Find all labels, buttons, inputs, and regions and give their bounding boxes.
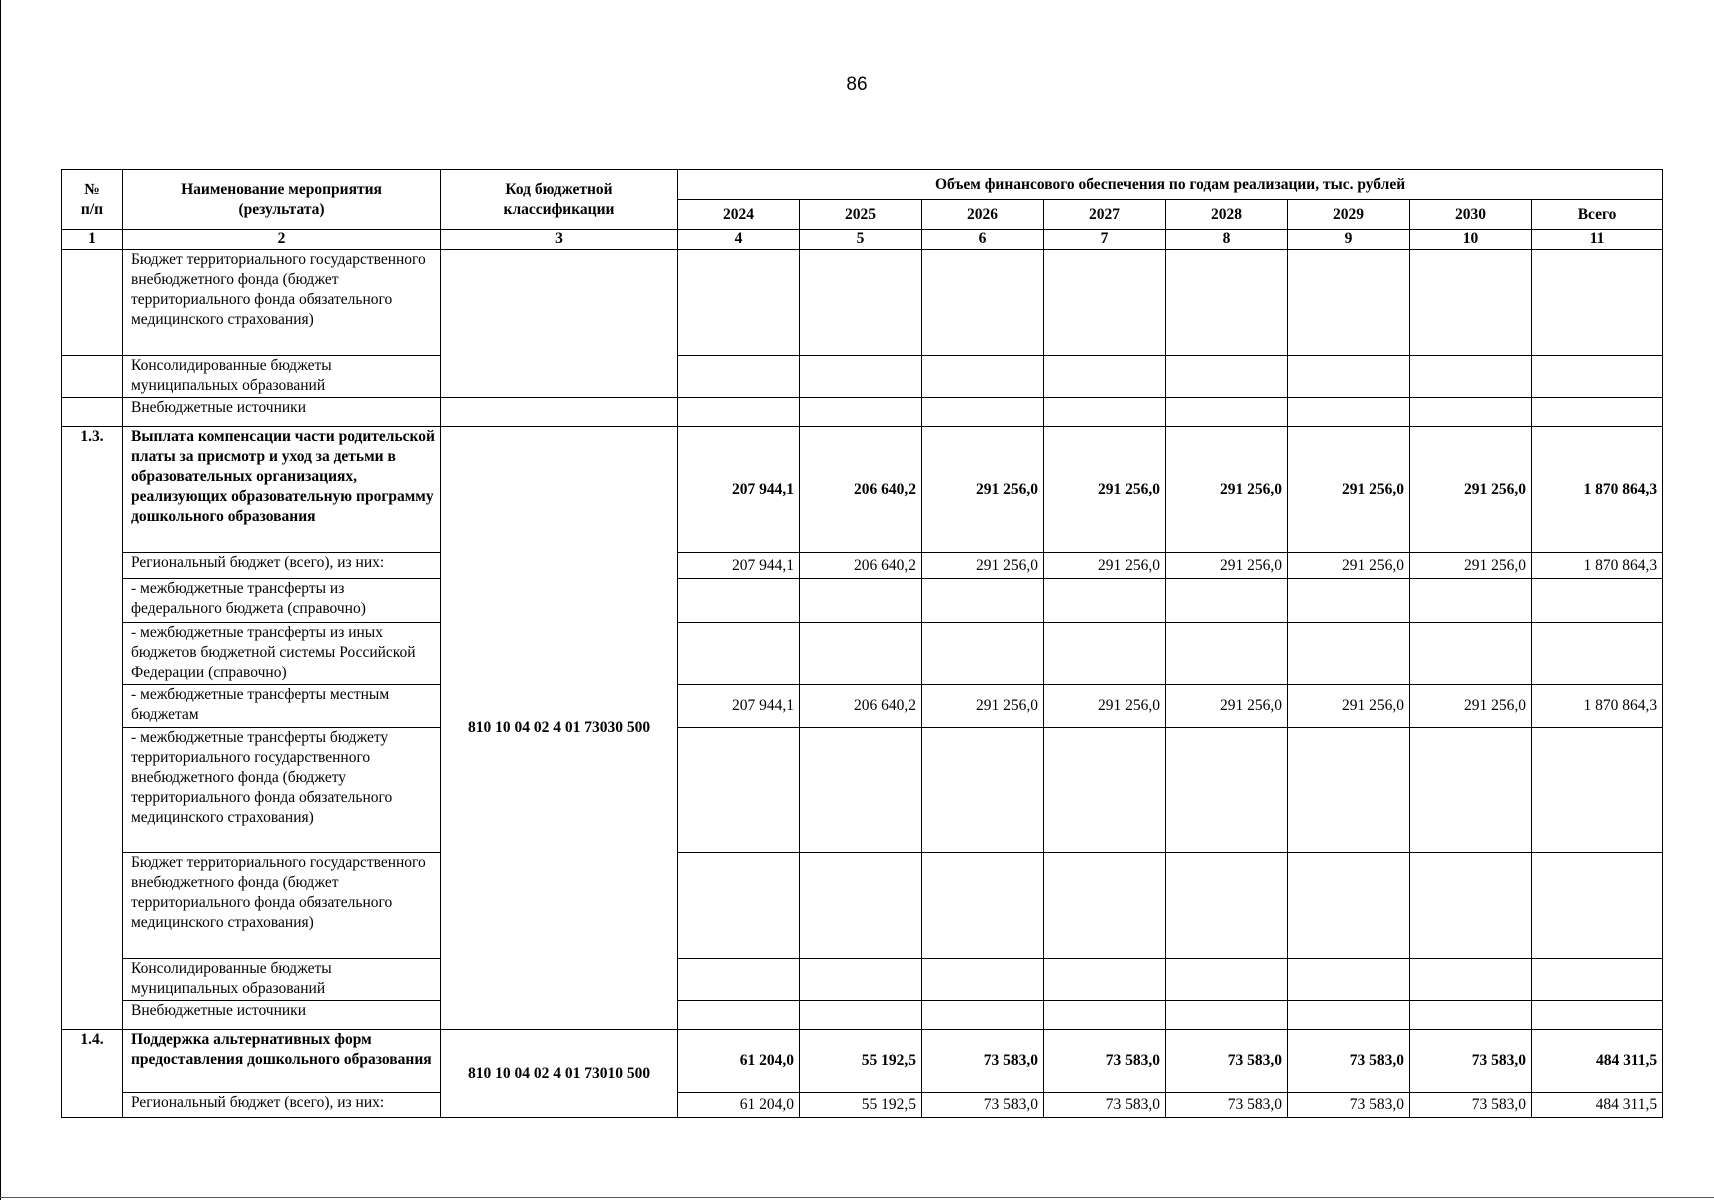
value-cell: 207 944,1: [678, 685, 800, 728]
empty-cell: [678, 250, 800, 356]
empty-cell: [1532, 959, 1663, 1001]
empty-cell: [1410, 623, 1532, 685]
header-year: Всего: [1532, 200, 1663, 230]
value-cell: 73 583,0: [1410, 1030, 1532, 1093]
value-cell: 61 204,0: [678, 1030, 800, 1093]
empty-cell: [1166, 356, 1288, 398]
scan-edge: [0, 1197, 1714, 1198]
code-cell: [441, 250, 678, 398]
empty-cell: [922, 728, 1044, 853]
page-number: 86: [846, 74, 868, 95]
scan-edge: [0, 0, 1, 1200]
empty-cell: [1410, 398, 1532, 427]
table-row: [62, 1093, 1663, 1118]
header-name: Наименование мероприятия (результата): [123, 170, 441, 230]
empty-cell: [1044, 623, 1166, 685]
value-cell: 206 640,2: [800, 427, 922, 553]
table-row: [62, 427, 1663, 553]
value-cell: 73 583,0: [1288, 1030, 1410, 1093]
empty-cell: [678, 398, 800, 427]
value-cell: 73 583,0: [1166, 1030, 1288, 1093]
value-cell: 291 256,0: [922, 553, 1044, 579]
table-row: [62, 579, 1663, 623]
value-cell: 484 311,5: [1532, 1093, 1663, 1118]
empty-cell: [1166, 1001, 1288, 1030]
header-code: Код бюджетной классификации: [441, 170, 678, 230]
empty-cell: [800, 579, 922, 623]
empty-cell: [1532, 356, 1663, 398]
value-cell: 61 204,0: [678, 1093, 800, 1118]
value-cell: 73 583,0: [1044, 1093, 1166, 1118]
budget-code: 810 10 04 02 4 01 73030 500: [441, 427, 678, 1030]
value-cell: 291 256,0: [1044, 685, 1166, 728]
empty-cell: [1288, 356, 1410, 398]
table-row: [62, 356, 1663, 398]
empty-cell: [800, 356, 922, 398]
column-number: 4: [678, 230, 800, 250]
empty-cell: [678, 728, 800, 853]
row-number-cell: [62, 250, 123, 356]
code-cell: [441, 398, 678, 427]
header-year: 2030: [1410, 200, 1532, 230]
item-title: Поддержка альтернативных форм предоставления дошкольного образования: [123, 1030, 441, 1093]
empty-cell: [678, 853, 800, 959]
value-cell: 291 256,0: [1288, 685, 1410, 728]
table-row: [62, 623, 1663, 685]
empty-cell: [678, 356, 800, 398]
table-row: [62, 553, 1663, 579]
empty-cell: [1044, 579, 1166, 623]
value-cell: 291 256,0: [1410, 553, 1532, 579]
value-cell: 291 256,0: [1288, 427, 1410, 553]
table-row: [62, 959, 1663, 1001]
value-cell: 73 583,0: [922, 1030, 1044, 1093]
empty-cell: [1532, 1001, 1663, 1030]
column-number: 6: [922, 230, 1044, 250]
value-cell: 291 256,0: [1166, 427, 1288, 553]
value-cell: 207 944,1: [678, 427, 800, 553]
value-cell: 73 583,0: [1044, 1030, 1166, 1093]
empty-cell: [922, 1001, 1044, 1030]
header-year: 2026: [922, 200, 1044, 230]
value-cell: 73 583,0: [1410, 1093, 1532, 1118]
empty-cell: [1288, 398, 1410, 427]
empty-cell: [1044, 728, 1166, 853]
value-cell: 291 256,0: [1166, 685, 1288, 728]
empty-cell: [1166, 250, 1288, 356]
value-cell: 206 640,2: [800, 685, 922, 728]
value-cell: 291 256,0: [1044, 427, 1166, 553]
header-year: 2029: [1288, 200, 1410, 230]
row-label: Бюджет территориального государственного внебюджетного фонда (бюджет территориального фонда обязательного медицинского страхования): [123, 250, 441, 356]
value-cell: 1 870 864,3: [1532, 685, 1663, 728]
empty-cell: [1044, 250, 1166, 356]
table-row: [62, 728, 1663, 853]
empty-cell: [1166, 398, 1288, 427]
column-number: 2: [123, 230, 441, 250]
value-cell: 1 870 864,3: [1532, 427, 1663, 553]
row-label: Бюджет территориального государственного внебюджетного фонда (бюджет территориального фонда обязательного медицинского страхования): [123, 853, 441, 959]
empty-cell: [922, 579, 1044, 623]
value-cell: 55 192,5: [800, 1030, 922, 1093]
item-title: Выплата компенсации части родительской платы за присмотр и уход за детьми в образовательных организациях, реализующих образовательную программу дошкольного образования: [123, 427, 441, 553]
row-number-cell: [62, 398, 123, 427]
column-number: 3: [441, 230, 678, 250]
empty-cell: [678, 579, 800, 623]
table-row: [62, 398, 1663, 427]
empty-cell: [800, 250, 922, 356]
empty-cell: [800, 959, 922, 1001]
row-label: - межбюджетные трансферты из федерального бюджета (справочно): [123, 579, 441, 623]
table-row: [62, 250, 1663, 356]
header-year: 2024: [678, 200, 800, 230]
table-row: [62, 685, 1663, 728]
value-cell: 291 256,0: [1166, 553, 1288, 579]
empty-cell: [922, 853, 1044, 959]
column-number: 1: [62, 230, 123, 250]
row-label: - межбюджетные трансферты местным бюджетам: [123, 685, 441, 728]
value-cell: 73 583,0: [922, 1093, 1044, 1118]
empty-cell: [678, 623, 800, 685]
empty-cell: [1532, 398, 1663, 427]
empty-cell: [1166, 728, 1288, 853]
empty-cell: [1044, 398, 1166, 427]
budget-table: [61, 169, 1663, 1118]
table-row: [62, 1030, 1663, 1093]
value-cell: 73 583,0: [1288, 1093, 1410, 1118]
row-label: Консолидированные бюджеты муниципальных образований: [123, 356, 441, 398]
item-number: 1.3.: [62, 427, 123, 1030]
empty-cell: [1410, 356, 1532, 398]
empty-cell: [678, 1001, 800, 1030]
empty-cell: [1532, 250, 1663, 356]
column-number: 10: [1410, 230, 1532, 250]
empty-cell: [1410, 579, 1532, 623]
table-row: [62, 1001, 1663, 1030]
empty-cell: [1288, 623, 1410, 685]
empty-cell: [800, 1001, 922, 1030]
value-cell: 291 256,0: [1288, 553, 1410, 579]
column-number: 8: [1166, 230, 1288, 250]
row-number-cell: [62, 356, 123, 398]
empty-cell: [1044, 853, 1166, 959]
header-no: № п/п: [62, 170, 123, 230]
value-cell: 291 256,0: [1410, 685, 1532, 728]
item-number: 1.4.: [62, 1030, 123, 1118]
budget-code: 810 10 04 02 4 01 73010 500: [441, 1030, 678, 1118]
value-cell: 291 256,0: [922, 427, 1044, 553]
empty-cell: [1410, 853, 1532, 959]
empty-cell: [922, 398, 1044, 427]
empty-cell: [1288, 728, 1410, 853]
value-cell: 207 944,1: [678, 553, 800, 579]
empty-cell: [1166, 853, 1288, 959]
row-label: - межбюджетные трансферты из иных бюджетов бюджетной системы Российской Федерации (справочно): [123, 623, 441, 685]
header-year: 2025: [800, 200, 922, 230]
value-cell: 55 192,5: [800, 1093, 922, 1118]
empty-cell: [922, 250, 1044, 356]
empty-cell: [800, 398, 922, 427]
value-cell: 291 256,0: [1410, 427, 1532, 553]
row-label: Региональный бюджет (всего), из них:: [123, 1093, 441, 1118]
empty-cell: [1532, 623, 1663, 685]
empty-cell: [1532, 579, 1663, 623]
empty-cell: [1410, 959, 1532, 1001]
column-number: 7: [1044, 230, 1166, 250]
table-row: [62, 853, 1663, 959]
empty-cell: [1288, 959, 1410, 1001]
empty-cell: [678, 959, 800, 1001]
empty-cell: [1288, 1001, 1410, 1030]
value-cell: 73 583,0: [1166, 1093, 1288, 1118]
header-funding: Объем финансового обеспечения по годам реализации, тыс. рублей: [678, 170, 1663, 200]
row-label: Консолидированные бюджеты муниципальных образований: [123, 959, 441, 1001]
row-label: Внебюджетные источники: [123, 1001, 441, 1030]
empty-cell: [1532, 728, 1663, 853]
value-cell: 484 311,5: [1532, 1030, 1663, 1093]
empty-cell: [1044, 1001, 1166, 1030]
empty-cell: [922, 623, 1044, 685]
header-year: 2028: [1166, 200, 1288, 230]
empty-cell: [800, 853, 922, 959]
column-number: 9: [1288, 230, 1410, 250]
empty-cell: [1288, 853, 1410, 959]
row-label: - межбюджетные трансферты бюджету территориального государственного внебюджетного фонда (бюджету территориального фонда обязательного медицинского страхования): [123, 728, 441, 853]
value-cell: 206 640,2: [800, 553, 922, 579]
empty-cell: [1166, 579, 1288, 623]
empty-cell: [1288, 250, 1410, 356]
empty-cell: [1166, 959, 1288, 1001]
empty-cell: [1410, 728, 1532, 853]
empty-cell: [800, 728, 922, 853]
empty-cell: [1410, 1001, 1532, 1030]
row-label: Внебюджетные источники: [123, 398, 441, 427]
empty-cell: [1166, 623, 1288, 685]
column-number: 11: [1532, 230, 1663, 250]
column-number: 5: [800, 230, 922, 250]
empty-cell: [1410, 250, 1532, 356]
empty-cell: [1044, 959, 1166, 1001]
empty-cell: [800, 623, 922, 685]
empty-cell: [922, 356, 1044, 398]
empty-cell: [1288, 579, 1410, 623]
header-year: 2027: [1044, 200, 1166, 230]
empty-cell: [1532, 853, 1663, 959]
empty-cell: [922, 959, 1044, 1001]
value-cell: 1 870 864,3: [1532, 553, 1663, 579]
empty-cell: [1044, 356, 1166, 398]
row-label: Региональный бюджет (всего), из них:: [123, 553, 441, 579]
value-cell: 291 256,0: [1044, 553, 1166, 579]
value-cell: 291 256,0: [922, 685, 1044, 728]
